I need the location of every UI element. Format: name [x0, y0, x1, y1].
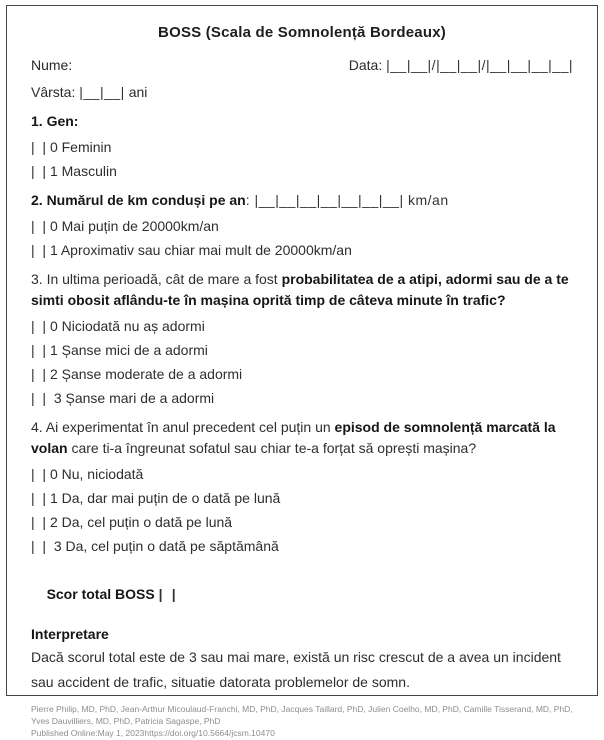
km-input-cells[interactable]: : |__|__|__|__|__|__|__| km/an: [246, 192, 449, 208]
total-score-row: [31, 567, 573, 621]
total-score-input-cell[interactable]: | |: [159, 586, 177, 602]
date-field: [349, 57, 573, 74]
date-input-cells[interactable]: |__|__|/|__|__|/|__|__|__|__|: [386, 57, 573, 73]
name-label: Nume:: [31, 57, 72, 74]
question-3-prefix: 3. In ultima perioadă, cât de mare a fost: [31, 271, 282, 287]
citation-published: Published Online:May 1, 2023https://doi.org/10.5664/jcsm.10470: [31, 728, 573, 740]
age-units: ani: [125, 84, 148, 100]
q3-option-2[interactable]: | | 2 Șanse moderate de a adormi: [31, 366, 573, 383]
question-4-text: [31, 417, 573, 459]
q4-option-1[interactable]: | | 1 Da, dar mai puțin de o dată pe lună: [31, 490, 573, 507]
q3-option-1[interactable]: | | 1 Șanse mici de a adormi: [31, 342, 573, 359]
question-1-text: [31, 111, 573, 132]
q3-option-0[interactable]: | | 0 Niciodată nu aș adormi: [31, 318, 573, 335]
q4-option-3[interactable]: | | 3 Da, cel puțin o dată pe săptămână: [31, 538, 573, 555]
q2-option-1[interactable]: | | 1 Aproximativ sau chiar mai mult de 20000km/an: [31, 242, 573, 259]
q4-option-0[interactable]: | | 0 Nu, niciodată: [31, 466, 573, 483]
question-4-bold: episod de somnolență marcată la volan: [31, 419, 556, 456]
citation-footer: [31, 704, 573, 740]
question-1-bold: 1. Gen:: [31, 113, 78, 129]
age-input-cells[interactable]: |__|__|: [79, 84, 125, 100]
age-row: [31, 84, 573, 101]
citation-authors: Pierre Philip, MD, PhD, Jean-Arthur Micoulaud-Franchi, MD, PhD, Jacques Taillard, PhD, Julien Coelho, MD, PhD, Camille Tisserand, MD, PhD, Yves Dauvilliers, MD, PhD, Patricia Sagaspe, PhD: [31, 704, 573, 727]
interpretation-heading: Interpretare: [31, 625, 573, 643]
question-2-bold: 2. Numărul de km conduși pe an: [31, 192, 246, 208]
age-label: Vârsta:: [31, 84, 79, 100]
question-3-text: [31, 269, 573, 311]
q1-option-1[interactable]: | | 1 Masculin: [31, 163, 573, 180]
form-page: [6, 5, 598, 696]
interpretation-text: Dacă scorul total este de 3 sau mai mare, există un risc crescut de a avea un incident sau accident de trafic, situatie datorata problemelor de somn.: [31, 645, 573, 695]
q2-option-0[interactable]: | | 0 Mai puțin de 20000km/an: [31, 218, 573, 235]
q1-option-0[interactable]: | | 0 Feminin: [31, 139, 573, 156]
q4-option-2[interactable]: | | 2 Da, cel puțin o dată pe lună: [31, 514, 573, 531]
question-2-text: [31, 190, 573, 211]
date-label: Data:: [349, 57, 386, 73]
question-4-prefix: 4. Ai experimentat în anul precedent cel puțin un: [31, 419, 335, 435]
page-title: BOSS (Scala de Somnolență Bordeaux): [31, 24, 573, 41]
question-4-suffix: care ti-a îngreunat sofatul sau chiar te-a forțat să oprești mașina?: [68, 440, 477, 456]
question-3-bold: probabilitatea de a atipi, adormi sau de a te simti obosit aflându-te în mașina oprită timp de câteva minute în trafic?: [31, 271, 569, 308]
q3-option-3[interactable]: | | 3 Șanse mari de a adormi: [31, 390, 573, 407]
name-date-row: [31, 57, 573, 74]
total-score-label: Scor total BOSS: [47, 586, 159, 602]
